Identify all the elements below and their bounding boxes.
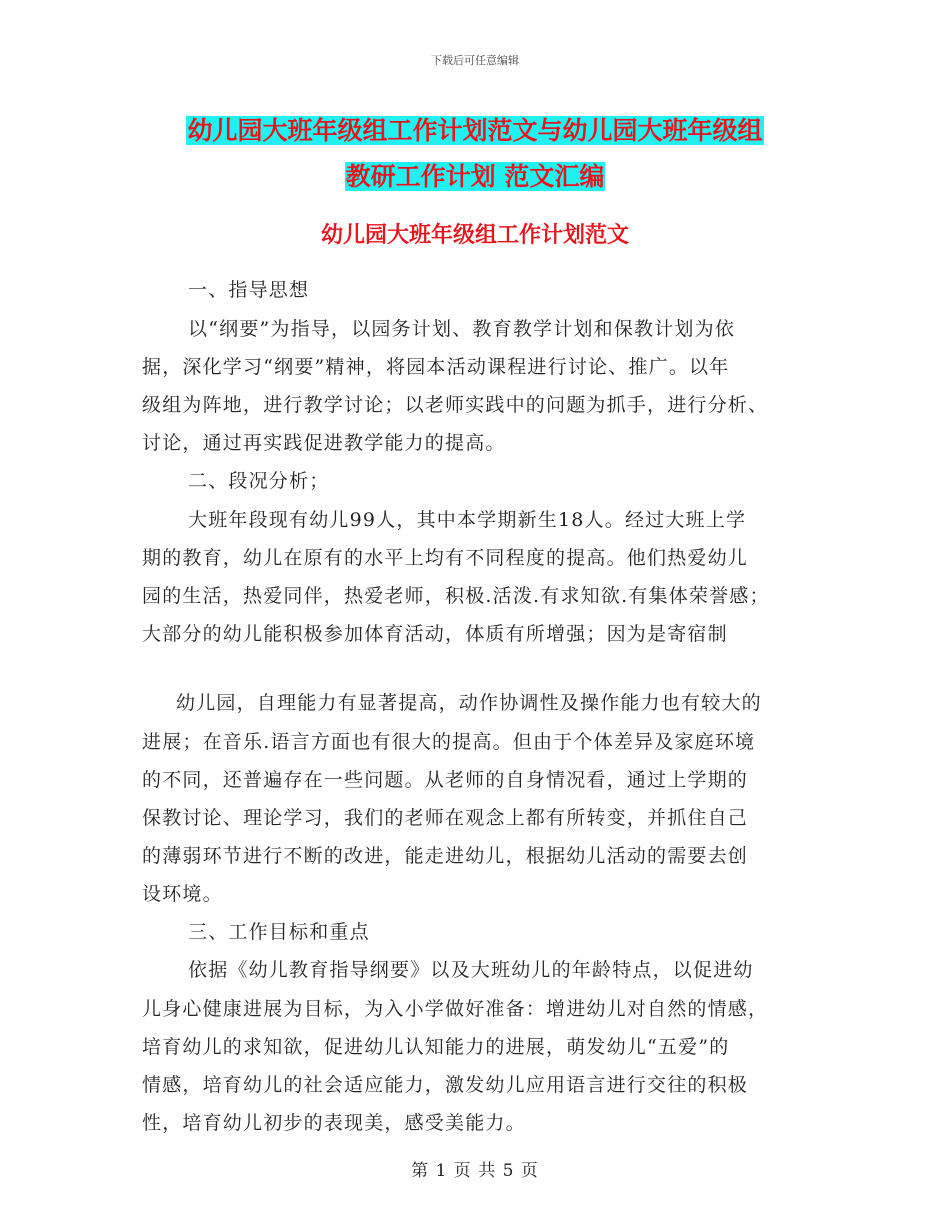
paragraph-line: 设环境。 [142, 883, 223, 905]
document-title-line-2-text: 教研工作计划 范文汇编 [345, 162, 605, 191]
paragraph-line: 园的生活，热爱同伴，热爱老师，积极.活泼.有求知欲.有集体荣誉感； [142, 585, 770, 607]
paragraph-line: 大部分的幼儿能积极参加体育活动，体质有所增强；因为是寄宿制 [142, 623, 728, 645]
paragraph-line: 以“纲要”为指导，以园务计划、教育教学计划和保教计划为依 [188, 318, 736, 340]
paragraph-line: 大班年段现有幼儿99人，其中本学期新生18人。经过大班上学 [188, 509, 747, 531]
paragraph-line: 讨论，通过再实践促进教学能力的提高。 [142, 432, 506, 454]
document-title-line-1 [0, 111, 950, 151]
paragraph-line: 据，深化学习“纲要”精神，将园本活动课程进行讨论、推广。以年 [142, 356, 730, 378]
page-number-footer: 第 1 页 共 5 页 [411, 1161, 539, 1181]
paragraph-line: 性，培育幼儿初步的表现美，感受美能力。 [142, 1112, 526, 1134]
paragraph-line: 培育幼儿的求知欲，促进幼儿认知能力的进展，萌发幼儿“五爱”的 [142, 1036, 730, 1058]
paragraph-line: 进展；在音乐.语言方面也有很大的提高。但由于个体差异及家庭环境 [142, 731, 756, 753]
document-title-line-2 [0, 157, 950, 197]
page-header-note: 下载后可任意编辑 [431, 54, 519, 67]
section-title: 幼儿园大班年级组工作计划范文 [320, 223, 629, 248]
paragraph-line: 的薄弱环节进行不断的改进，能走进幼儿，根据幼儿活动的需要去创 [142, 845, 749, 867]
paragraph-line: 依据《幼儿教育指导纲要》以及大班幼儿的年龄特点，以促进幼 [188, 959, 754, 981]
document-title-line-1-text: 幼儿园大班年级组工作计划范文与幼儿园大班年级组 [187, 116, 763, 145]
paragraph-line: 级组为阵地，进行教学讨论；以老师实践中的问题为抓手，进行分析、 [142, 394, 769, 416]
paragraph-line: 期的教育，幼儿在原有的水平上均有不同程度的提高。他们热爱幼儿 [142, 547, 749, 569]
paragraph-line: 情感，培育幼儿的社会适应能力，激发幼儿应用语言进行交往的积极 [142, 1074, 749, 1096]
paragraph-line: 的不同，还普遍存在一些问题。从老师的自身情况看，通过上学期的 [142, 769, 749, 791]
paragraph-line: 幼儿园，自理能力有显著提高，动作协调性及操作能力也有较大的 [176, 692, 762, 714]
paragraph-line: 保教讨论、理论学习，我们的老师在观念上都有所转变，并抓住自己 [142, 807, 749, 829]
heading-situation-analysis: 二、段况分析； [188, 470, 330, 492]
paragraph-line: 儿身心健康进展为目标，为入小学做好准备：增进幼儿对自然的情感， [142, 998, 769, 1020]
heading-goals-and-focus: 三、工作目标和重点 [188, 921, 370, 943]
heading-guiding-thought: 一、指导思想 [188, 279, 310, 301]
